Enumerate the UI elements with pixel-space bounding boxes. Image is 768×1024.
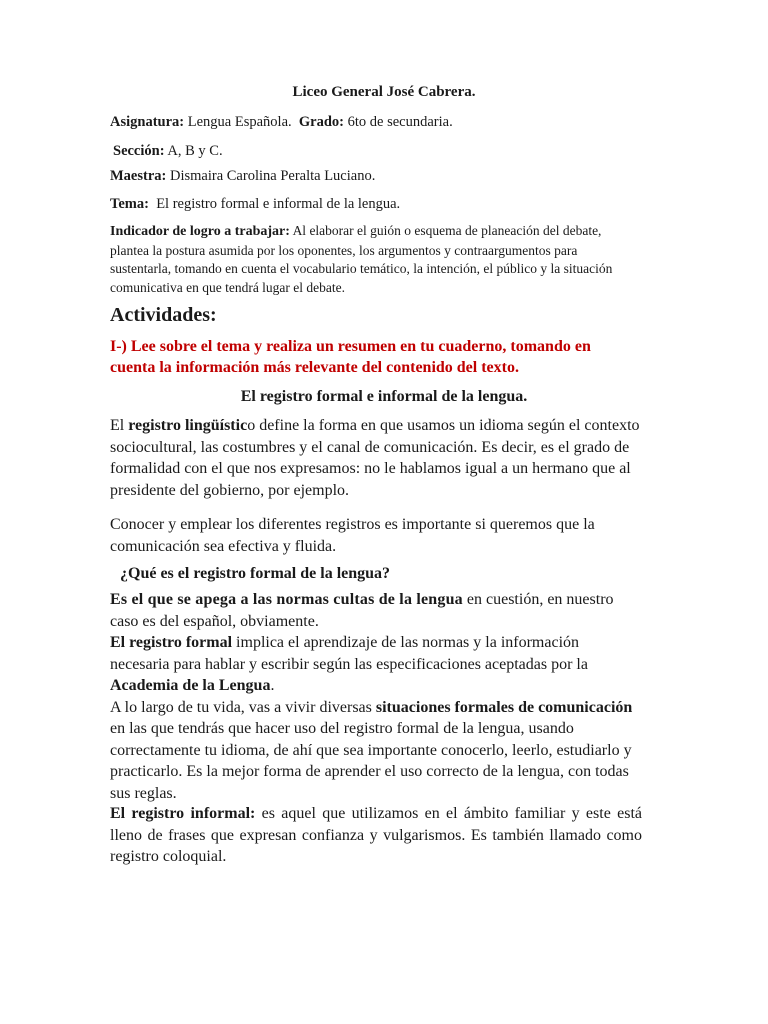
maestra-value: Dismaira Carolina Peralta Luciano. <box>169 168 376 184</box>
maestra-label: Maestra: <box>110 168 167 184</box>
grado-label: Grado: <box>298 114 344 130</box>
topic-line <box>110 196 400 213</box>
p1-text-rest: o define la forma en que usamos un idioma según el contexto sociocultural, las costumbres y el canal de comunicación. Es decir, es el grado de formalidad con el que nos expresamos: no le hablamos igual a un hermano que al presidente del gobierno, por ejemplo. <box>110 417 640 499</box>
p5-text-rest: en las que tendrás que hacer uso del registro formal de la lengua, usando correctamente tu idioma, de ahí que sea importante conocerlo, leerlo, estudiarlo y practicarlo. Es la mejor forma de aprender el uso correcto de la lengua, con todas sus reglas. <box>110 720 632 802</box>
teacher-line <box>110 168 375 185</box>
school-name: Liceo General José Cabrera. <box>292 84 476 100</box>
tema-label: Tema: <box>110 196 149 212</box>
paragraph-registro-informal <box>110 803 642 868</box>
subject-line <box>110 114 453 131</box>
p1-text: El <box>110 417 129 434</box>
indicador-label: Indicador de logro a trabajar: <box>110 224 290 239</box>
p5-bold: situaciones formales de comunicación <box>375 698 633 716</box>
activity-instruction: I-) Lee sobre el tema y realiza un resumen en tu cuaderno, tomando en cuenta la información más relevante del contenido del texto. <box>110 338 591 376</box>
p4-text: implica el aprendizaje de las normas y la información necesaria para hablar y escribir según las especificaciones aceptadas por la <box>110 634 588 673</box>
p4-text-end: . <box>270 677 275 694</box>
paragraph-registro-formal-group <box>110 589 642 804</box>
seccion-label: Sección: <box>113 143 165 159</box>
p6-text: es aquel que utilizamos en el ámbito familiar y este está lleno de frases que expresan confianza y vulgarismos. Es también llamado como registro coloquial. <box>110 805 642 865</box>
indicador-value: Al elaborar el guión o esquema de planeación del debate, plantea la postura asumida por los oponentes, los argumentos y contraargumentos para sustentarla, tomando en cuenta el vocabulario temático, la intención, el público y la situación comunicativa en que tendrá lugar el debate. <box>110 223 613 295</box>
section-title: El registro formal e informal de la lengua. <box>240 388 528 405</box>
p5-text: A lo largo de tu vida, vas a vivir diversas <box>110 698 376 716</box>
achievement-indicator <box>110 222 630 297</box>
paragraph-registros-importancia: Conocer y emplear los diferentes registros es importante si queremos que la comunicación sea efectiva y fluida. <box>110 516 595 555</box>
section-line <box>113 143 223 160</box>
p4-bold-academia: Academia de la Lengua <box>110 677 271 694</box>
p6-bold: El registro informal: <box>110 805 256 822</box>
activities-heading: Actividades: <box>110 304 217 326</box>
grado-value: 6to de secundaria. <box>347 114 453 130</box>
p4-bold: El registro formal <box>110 634 233 651</box>
paragraph-registro-linguistico <box>110 415 642 501</box>
asignatura-value: Lengua Española. <box>187 114 292 130</box>
question-heading: ¿Qué es el registro formal de la lengua? <box>120 565 391 582</box>
paragraph-definition <box>110 589 642 632</box>
p3-bold: Es el que se apega a las normas cultas de la lengua <box>110 591 463 608</box>
asignatura-label: Asignatura: <box>110 114 185 130</box>
paragraph-situaciones-formales <box>110 697 642 805</box>
p1-bold: registro lingüístic <box>128 417 248 434</box>
seccion-value: A, B y C. <box>167 143 223 159</box>
tema-value: El registro formal e informal de la lengua. <box>156 196 401 212</box>
paragraph-registro-formal <box>110 632 642 697</box>
p3-text: en cuestión, en nuestro caso es del español, obviamente. <box>110 591 614 630</box>
